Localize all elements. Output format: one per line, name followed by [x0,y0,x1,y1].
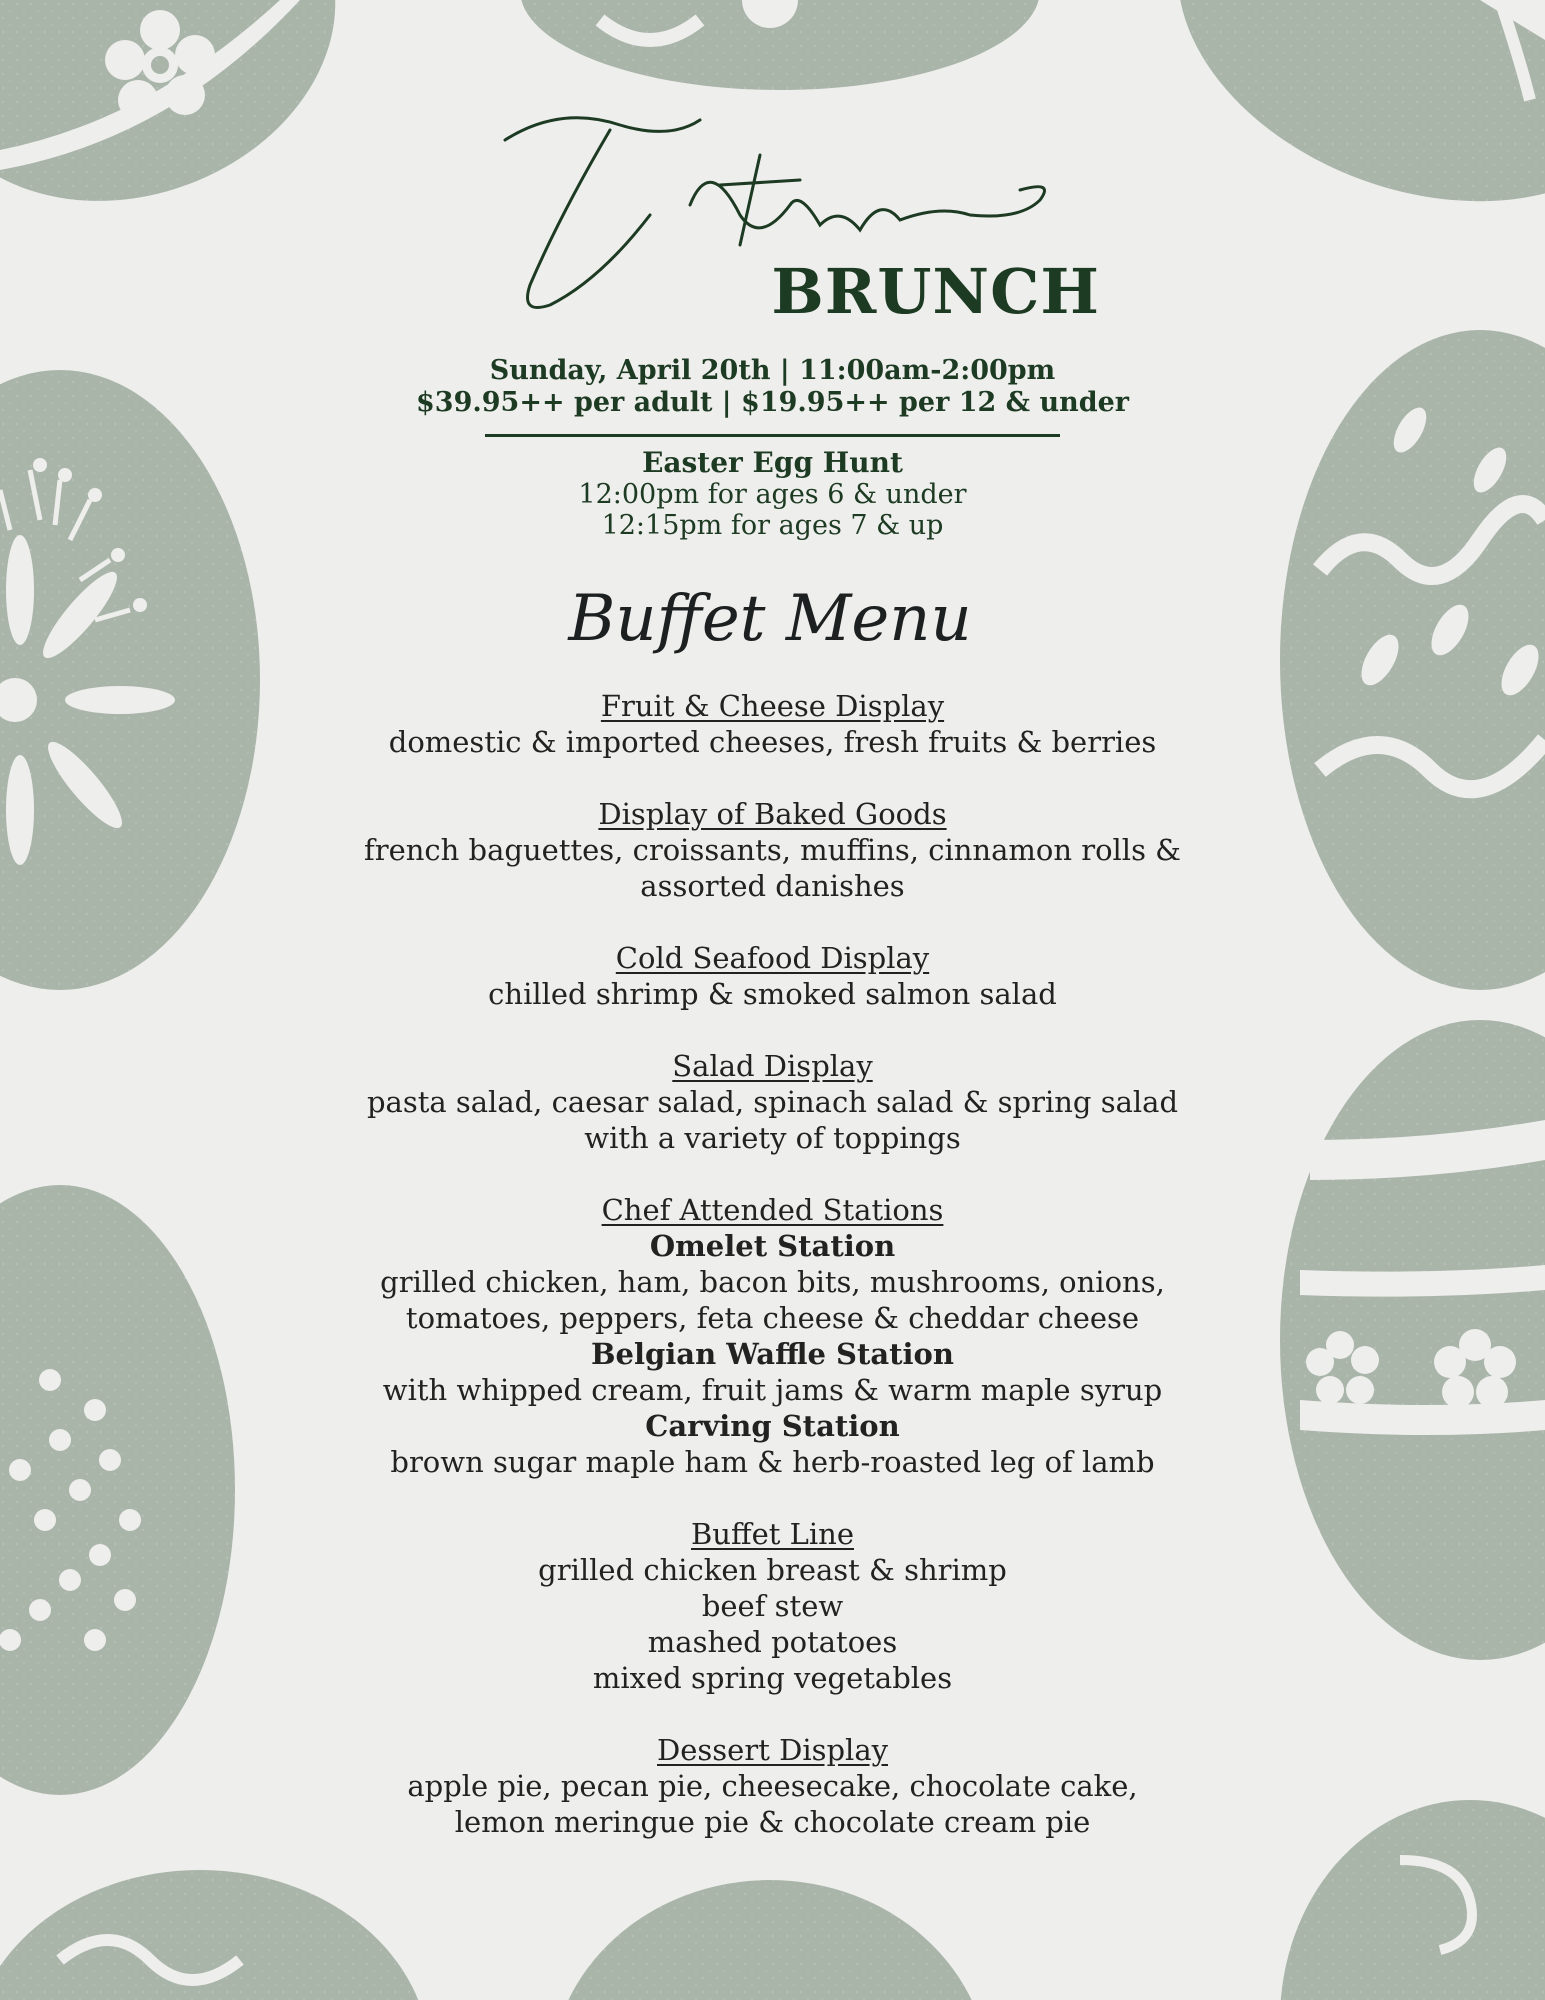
section-line: grilled chicken, ham, bacon bits, mushrooms, onions, [380,1265,1165,1299]
section-title: Display of Baked Goods [598,797,947,831]
section-line: pasta salad, caesar salad, spinach salad & spring salad [366,1085,1179,1119]
section-title: Salad Display [672,1049,873,1083]
section-line: mixed spring vegetables [592,1661,953,1695]
section-title: Dessert Display [657,1733,888,1767]
station-title: Belgian Waffle Station [591,1337,954,1371]
svg-text:Easter: Easter [510,325,514,326]
section-buffet-line [0,1516,1545,1696]
station-title: Carving Station [645,1409,900,1443]
section-line: french baguettes, croissants, muffins, cinnamon rolls & [363,833,1181,867]
brunch-title: BRUNCH [771,255,1100,328]
section-line: assorted danishes [640,869,905,903]
section-fruit-cheese [0,688,1545,760]
section-line: brown sugar maple ham & herb-roasted leg of lamb [390,1445,1155,1479]
section-title: Buffet Line [691,1517,854,1551]
section-title: Chef Attended Stations [601,1193,944,1227]
section-dessert [0,1732,1545,1840]
event-pricing: $39.95++ per adult | $19.95++ per 12 & under [416,387,1129,418]
section-cold-seafood [0,940,1545,1012]
section-line: with a variety of toppings [584,1121,961,1155]
section-line: with whipped cream, fruit jams & warm maple syrup [382,1373,1163,1407]
egg-hunt-title: Easter Egg Hunt [642,446,903,479]
section-salad [0,1048,1545,1156]
divider-rule [485,434,1060,437]
section-line: mashed potatoes [647,1625,898,1659]
section-title: Cold Seafood Display [615,941,930,975]
buffet-menu-script-heading [530,565,1010,675]
section-line: lemon meringue pie & chocolate cream pie [454,1805,1091,1839]
section-baked-goods [0,796,1545,904]
section-line: tomatoes, peppers, feta cheese & cheddar cheese [405,1301,1140,1335]
section-line: beef stew [701,1589,844,1623]
event-date-time: Sunday, April 20th | 11:00am-2:00pm [489,355,1056,386]
section-line: grilled chicken breast & shrimp [538,1553,1007,1587]
section-line: apple pie, pecan pie, cheesecake, chocolate cake, [407,1769,1138,1803]
svg-text:Buffet Menu: Buffet Menu [568,582,972,656]
section-chef-stations [0,1192,1545,1480]
section-line: domestic & imported cheeses, fresh fruits & berries [388,725,1157,759]
buffet-menu [0,688,1545,1876]
egg-hunt-line-2: 12:15pm for ages 7 & up [601,510,944,541]
egg-hunt-line-1: 12:00pm for ages 6 & under [578,479,967,510]
section-line: chilled shrimp & smoked salmon salad [488,977,1057,1011]
section-title: Fruit & Cheese Display [600,689,945,723]
station-title: Omelet Station [649,1229,896,1263]
